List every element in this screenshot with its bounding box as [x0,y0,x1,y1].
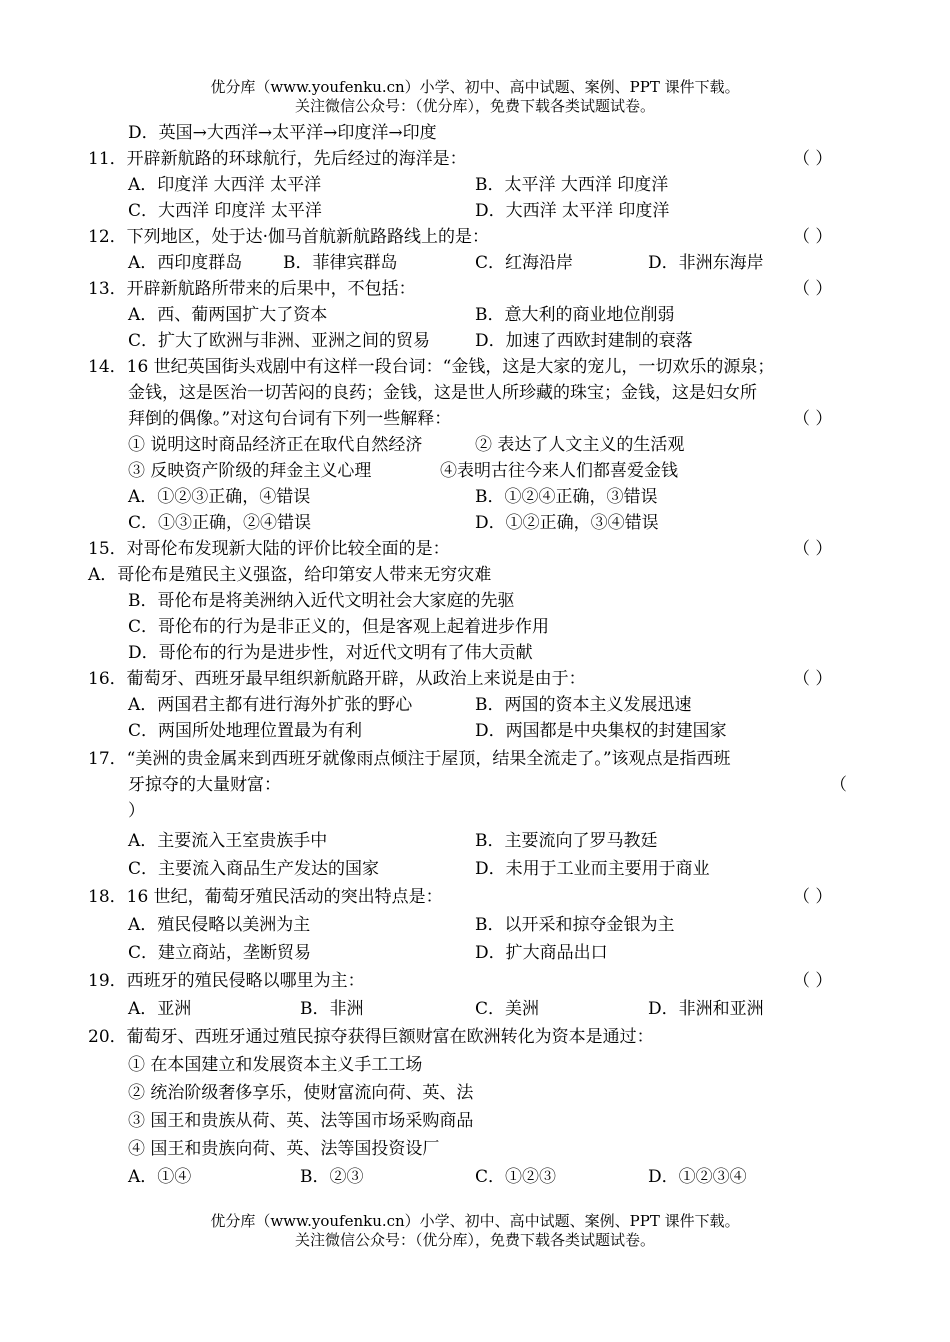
q20-statement-4: ④ 国王和贵族向荷、英、法等国投资设厂 [128,1139,440,1159]
q12-option-a: A．西印度群岛 [128,253,243,273]
q18-stem: 18．16 世纪，葡萄牙殖民活动的突出特点是： [88,887,443,907]
q16-stem: 16．葡萄牙、西班牙最早组织新航路开辟，从政治上来说是由于： [88,669,586,689]
q17-option-b: B．主要流向了罗马教廷 [475,831,658,851]
q14-statement-4: ④表明古往今来人们都喜爱金钱 [440,461,678,481]
q19-option-b: B．非洲 [300,999,364,1019]
q18-option-d: D．扩大商品出口 [475,943,608,963]
q16-option-d: D．两国都是中央集权的封建国家 [475,721,727,741]
q16-option-c: C．两国所处地理位置最为有利 [128,721,363,741]
q19-stem: 19．西班牙的殖民侵略以哪里为主： [88,971,365,991]
q14-stem-line-2: 金钱，这是医治一切苦闷的良药；金钱，这是世人所珍藏的珠宝；金钱，这是妇女所 [128,383,757,403]
q14-answer-bracket: （ ） [793,409,833,429]
q11-option-c: C．大西洋 印度洋 太平洋 [128,201,322,221]
q15-answer-bracket: （ ） [793,539,833,559]
q17-option-a: A．主要流入王室贵族手中 [128,831,328,851]
q14-statement-2: ② 表达了人文主义的生活观 [475,435,685,455]
q18-option-b: B．以开采和掠夺金银为主 [475,915,675,935]
q19-option-d: D．非洲和亚洲 [648,999,764,1019]
q18-option-c: C．建立商站，垄断贸易 [128,943,312,963]
q18-answer-bracket: （ ） [793,887,833,907]
q12-stem: 12．下列地区，处于达·伽马首航新航路路线上的是： [88,227,490,247]
q20-option-c: C．①②③ [475,1167,557,1187]
header-line-1: 优分库（www.youfenku.cn）小学、初中、高中试题、案例、PPT 课件下载。 [210,78,740,96]
q20-stem: 20．葡萄牙、西班牙通过殖民掠夺获得巨额财富在欧洲转化为资本是通过： [88,1027,654,1047]
q20-option-b: B．②③ [300,1167,364,1187]
q16-option-a: A．两国君主都有进行海外扩张的野心 [128,695,413,715]
header-line-2: 关注微信公众号：（优分库），免费下载各类试题试卷。 [294,97,655,115]
q14-option-d: D．①②正确，③④错误 [475,513,659,533]
q13-stem: 13．开辟新航路所带来的后果中，不包括： [88,279,416,299]
q11-option-b: B．太平洋 大西洋 印度洋 [475,175,669,195]
q12-option-c: C．红海沿岸 [475,253,574,273]
q14-stem-line-3: 拜倒的偶像。”对这句台词有下列一些解释： [128,409,452,429]
q15-option-d: D．哥伦布的行为是进步性，对近代文明有了伟大贡献 [128,643,533,663]
q11-option-d: D．大西洋 太平洋 印度洋 [475,201,670,221]
q16-answer-bracket: （ ） [793,669,833,689]
q13-option-c: C．扩大了欧洲与非洲、亚洲之间的贸易 [128,331,431,351]
q14-statement-3: ③ 反映资产阶级的拜金主义心理 [128,461,372,481]
q17-stem-line-1: 17．“美洲的贵金属来到西班牙就像雨点倾注于屋顶，结果全流走了。”该观点是指西班 [88,749,731,769]
q14-option-c: C．①③正确，②④错误 [128,513,312,533]
footer-line-1: 优分库（www.youfenku.cn）小学、初中、高中试题、案例、PPT 课件下载。 [210,1212,740,1230]
q20-statement-1: ① 在本国建立和发展资本主义手工工场 [128,1055,423,1075]
q19-option-c: C．美洲 [475,999,540,1019]
q19-answer-bracket: （ ） [793,971,833,991]
q13-option-d: D．加速了西欧封建制的衰落 [475,331,693,351]
q17-stem-line-2: 牙掠夺的大量财富： [128,775,281,795]
q15-option-a: A．哥伦布是殖民主义强盗，给印第安人带来无穷灾难 [88,565,492,585]
q14-statement-1: ① 说明这时商品经济正在取代自然经济 [128,435,423,455]
q20-option-d: D．①②③④ [648,1167,747,1187]
q10-option-d: D．英国→大西洋→太平洋→印度洋→印度 [128,123,437,143]
footer-line-2: 关注微信公众号：（优分库），免费下载各类试题试卷。 [294,1231,655,1249]
q20-statement-2: ② 统治阶级奢侈享乐，使财富流向荷、英、法 [128,1083,474,1103]
q17-bracket-open: （ [830,775,847,795]
q17-option-c: C．主要流入商品生产发达的国家 [128,859,380,879]
q20-statement-3: ③ 国王和贵族从荷、英、法等国市场采购商品 [128,1111,474,1131]
q12-answer-bracket: （ ） [793,227,833,247]
q20-option-a: A．①④ [128,1167,192,1187]
q15-option-b: B．哥伦布是将美洲纳入近代文明社会大家庭的先驱 [128,591,515,611]
q11-option-a: A．印度洋 大西洋 太平洋 [128,175,322,195]
q15-stem: 15．对哥伦布发现新大陆的评价比较全面的是： [88,539,450,559]
q13-option-a: A．西、葡两国扩大了资本 [128,305,328,325]
q13-answer-bracket: （ ） [793,279,833,299]
q14-stem-line-1: 14．16 世纪英国街头戏剧中有这样一段台词：“金钱，这是大家的宠儿，一切欢乐的源泉； [88,357,775,377]
q14-option-b: B．①②④正确，③错误 [475,487,658,507]
q11-answer-bracket: （ ） [793,149,833,169]
q16-option-b: B．两国的资本主义发展迅速 [475,695,692,715]
q17-option-d: D．未用于工业而主要用于商业 [475,859,710,879]
q15-option-c: C．哥伦布的行为是非正义的，但是客观上起着进步作用 [128,617,550,637]
q14-option-a: A．①②③正确，④错误 [128,487,311,507]
q12-option-d: D．非洲东海岸 [648,253,764,273]
q13-option-b: B．意大利的商业地位削弱 [475,305,675,325]
q17-bracket-close: ） [128,801,145,821]
q11-stem: 11．开辟新航路的环球航行，先后经过的海洋是： [88,149,467,169]
q12-option-b: B．菲律宾群岛 [283,253,398,273]
q18-option-a: A．殖民侵略以美洲为主 [128,915,311,935]
q19-option-a: A．亚洲 [128,999,192,1019]
